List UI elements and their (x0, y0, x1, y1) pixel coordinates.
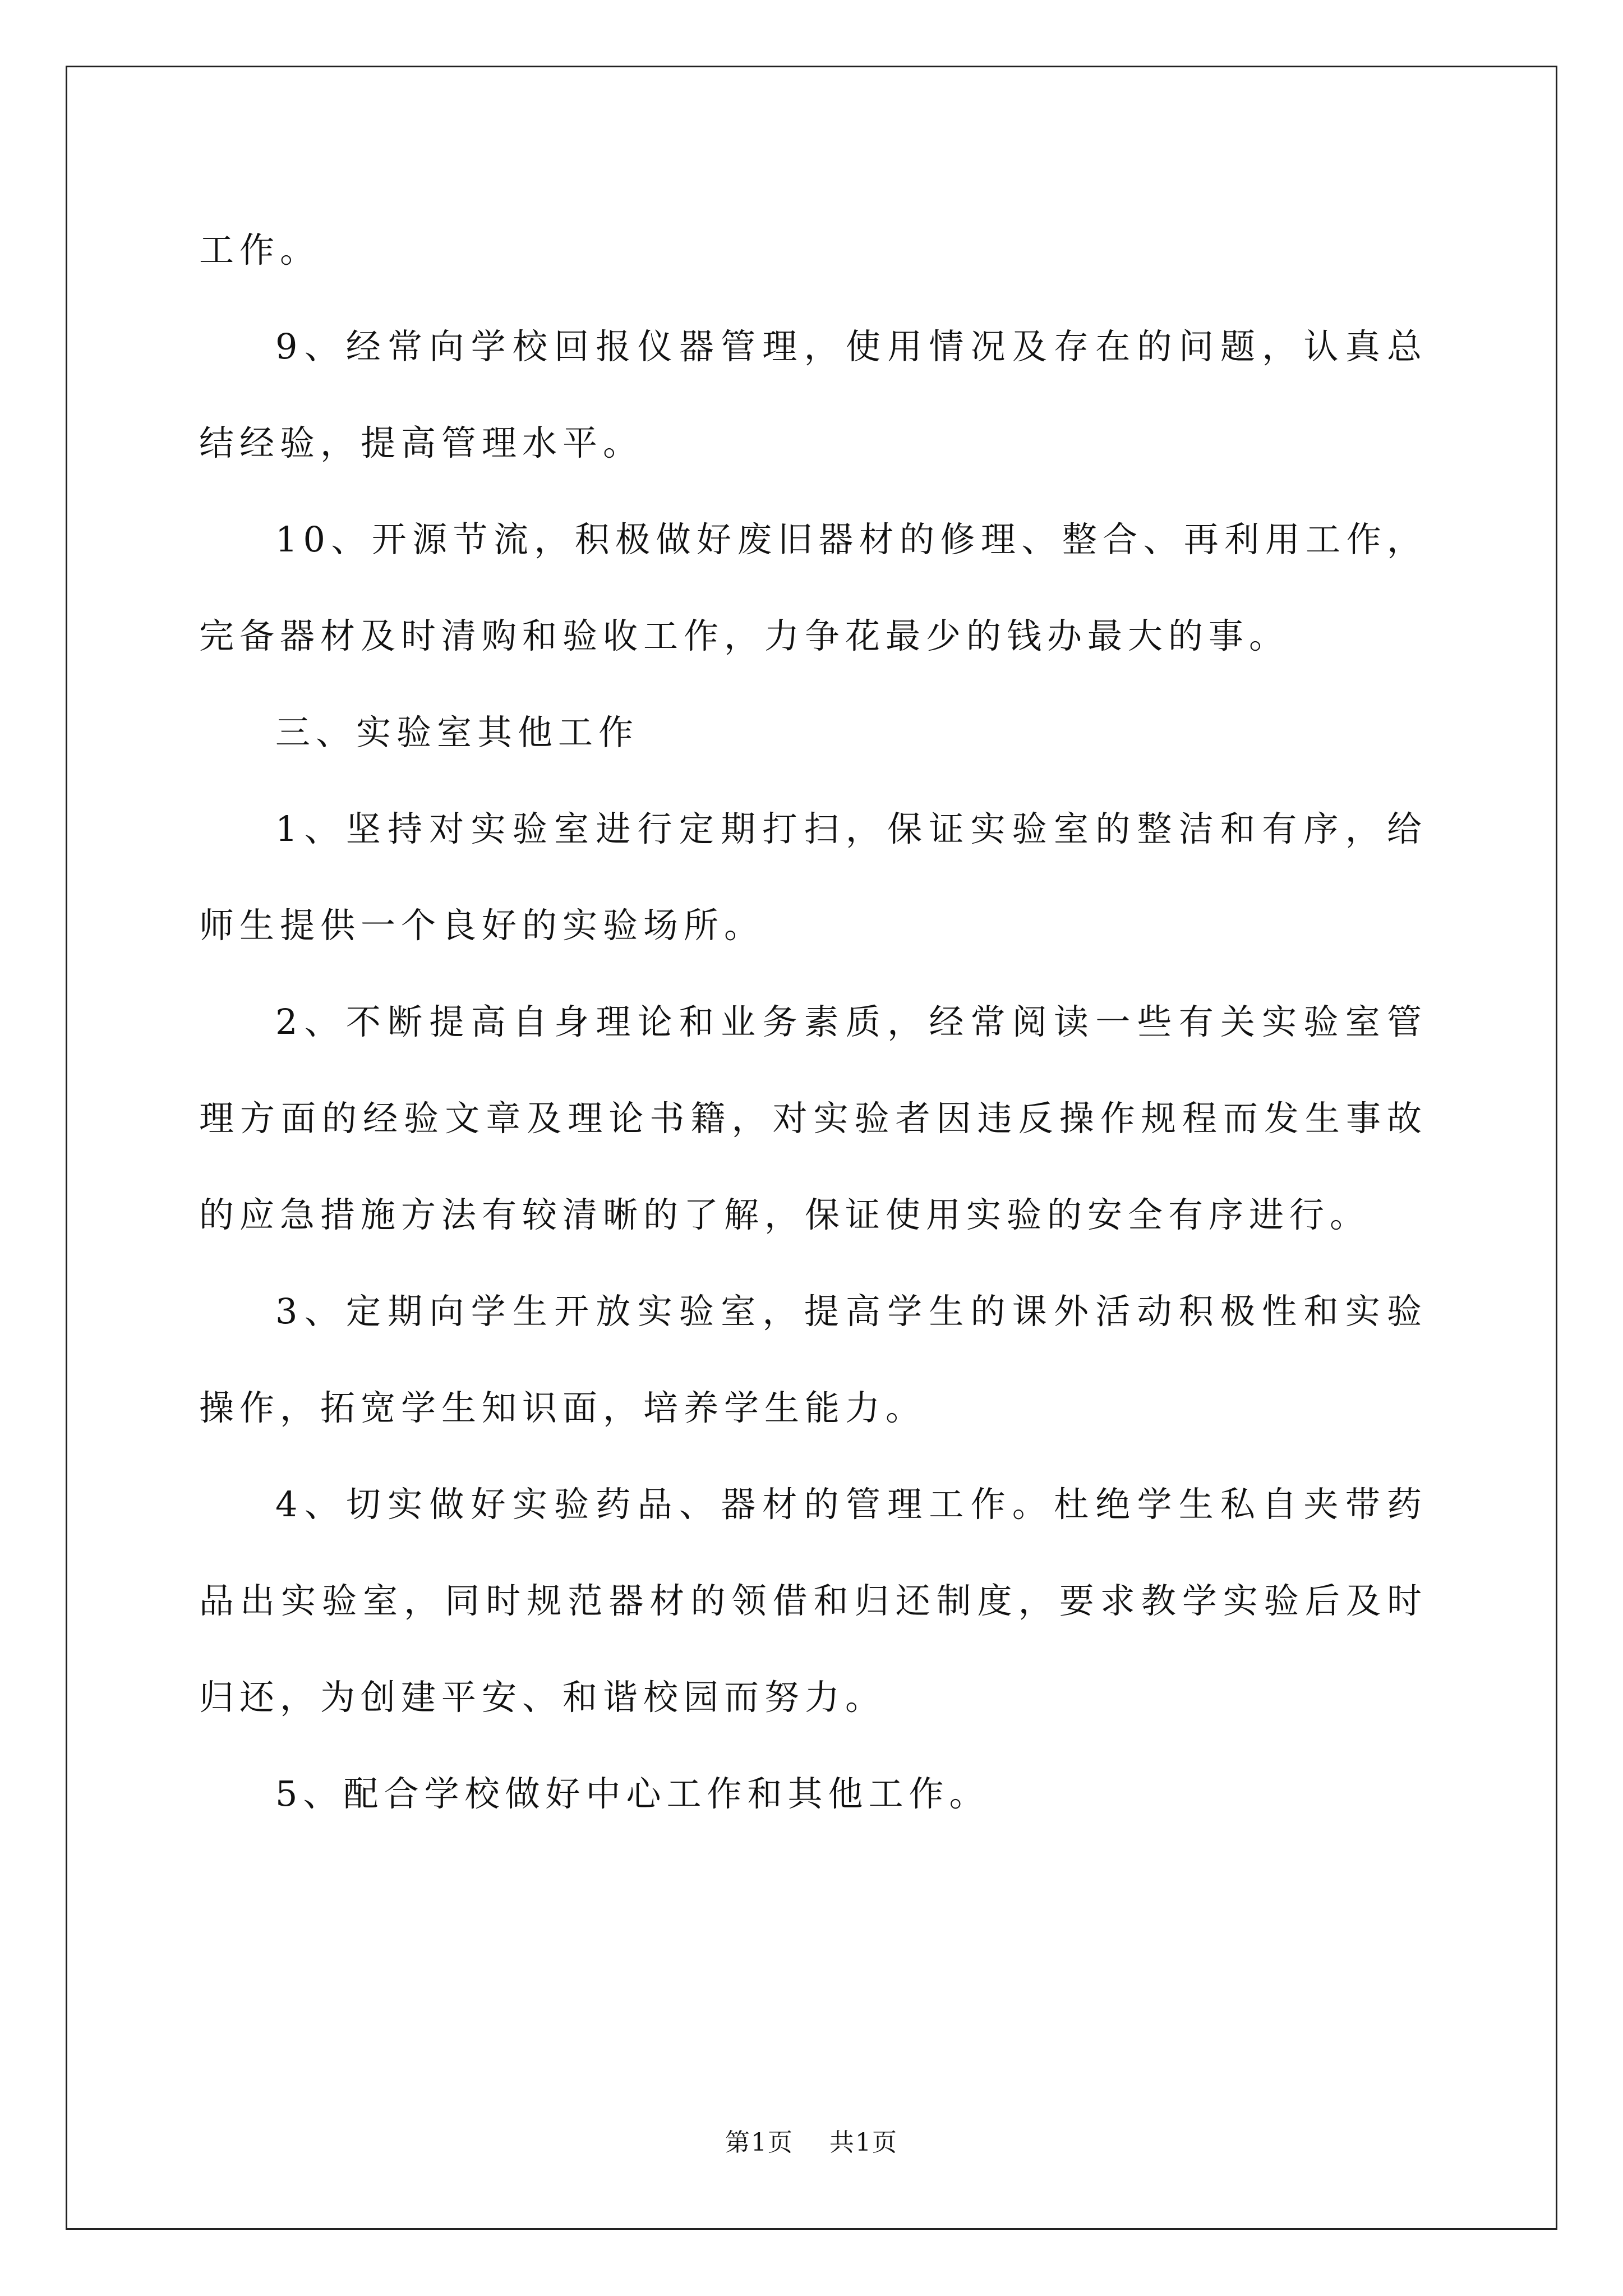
paragraph: 3、定期向学生开放实验室，提高学生的课外活动积极性和实验操作，拓宽学生知识面，培养学生能力。 (199, 1291, 1427, 1428)
paragraph: 4、切实做好实验药品、器材的管理工作。杜绝学生私自夹带药品出实验室，同时规范器材的领借和归还制度，要求教学实验后及时归还，为创建平安、和谐校园而努力。 (199, 1484, 1427, 1718)
paragraph: 工作。 (199, 229, 321, 270)
document-body (199, 202, 1427, 1842)
page-total: 共1页 (829, 2128, 898, 2157)
page-footer (0, 2126, 1623, 2160)
paragraph: 1、坚持对实验室进行定期打扫，保证实验室的整洁和有序，给师生提供一个良好的实验场所。 (199, 808, 1427, 946)
paragraph: 10、开源节流，积极做好废旧器材的修理、整合、再利用工作，完备器材及时清购和验收工作，力争花最少的钱办最大的事。 (199, 519, 1427, 656)
paragraph: 5、配合学校做好中心工作和其他工作。 (275, 1773, 990, 1814)
paragraph: 9、经常向学校回报仪器管理，使用情况及存在的问题，认真总结经验，提高管理水平。 (199, 326, 1427, 463)
section-heading: 三、实验室其他工作 (275, 712, 639, 753)
page-number: 第1页 (725, 2128, 794, 2157)
paragraph: 2、不断提高自身理论和业务素质，经常阅读一些有关实验室管理方面的经验文章及理论书籍，对实验者因违反操作规程而发生事故的应急措施方法有较清晰的了解，保证使用实验的安全有序进行。 (199, 1001, 1427, 1235)
